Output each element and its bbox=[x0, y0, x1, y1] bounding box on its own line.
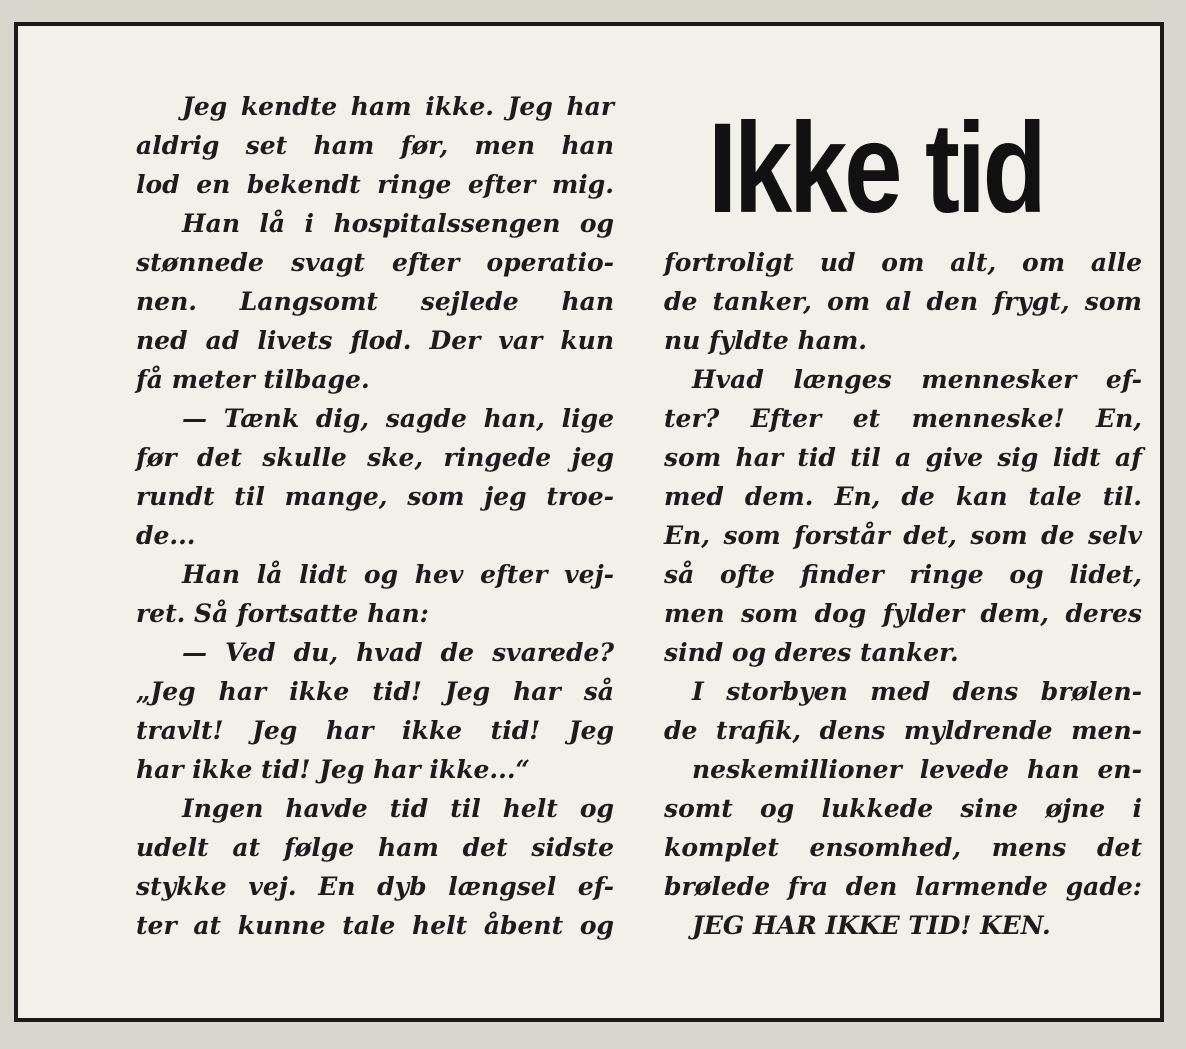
text-line: ter? Efter et menneske! En, bbox=[664, 404, 1142, 433]
text-line: „Jeg har ikke tid! Jeg har så bbox=[136, 677, 614, 706]
text-line: — Ved du, hvad de svarede? bbox=[182, 638, 614, 667]
text-line: stønnede svagt efter operatio- bbox=[136, 248, 614, 277]
text-line: med dem. En, de kan tale til. bbox=[664, 482, 1142, 511]
headline: Ikke tid bbox=[708, 97, 1044, 240]
text-line: nu fyldte ham. bbox=[664, 326, 868, 355]
text-line: stykke vej. En dyb længsel ef- bbox=[136, 872, 614, 901]
text-line: ret. Så fortsatte han: bbox=[136, 599, 429, 628]
text-line: En, som forstår det, som de selv bbox=[664, 521, 1142, 550]
text-line: ned ad livets flod. Der var kun bbox=[136, 326, 614, 355]
text-line: har ikke tid! Jeg har ikke...“ bbox=[136, 755, 530, 784]
text-line: neskemillioner levede han en- bbox=[692, 755, 1142, 784]
text-line: så ofte finder ringe og lidet, bbox=[664, 560, 1142, 589]
text-line: men som dog fylder dem, deres bbox=[664, 599, 1142, 628]
text-line: aldrig set ham før, men han bbox=[136, 131, 614, 160]
text-line: ter at kunne tale helt åbent og bbox=[136, 911, 614, 940]
text-line: komplet ensomhed, mens det bbox=[664, 833, 1142, 862]
text-line: rundt til mange, som jeg troe- bbox=[136, 482, 614, 511]
signature-line: JEG HAR IKKE TID! KEN. bbox=[692, 911, 1051, 940]
text-line: fortroligt ud om alt, om alle bbox=[664, 248, 1142, 277]
text-line: Hvad længes mennesker ef- bbox=[692, 365, 1142, 394]
text-line: få meter tilbage. bbox=[136, 365, 370, 394]
text-line: de... bbox=[136, 521, 196, 550]
text-line: Han lå i hospitalssengen og bbox=[182, 209, 614, 238]
text-line: lod en bekendt ringe efter mig. bbox=[136, 170, 614, 199]
text-line: sind og deres tanker. bbox=[664, 638, 959, 667]
text-line: før det skulle ske, ringede jeg bbox=[136, 443, 614, 472]
text-line: brølede fra den larmende gade: bbox=[664, 872, 1142, 901]
text-line: Ingen havde tid til helt og bbox=[182, 794, 614, 823]
text-line: som har tid til a give sig lidt af bbox=[664, 443, 1142, 472]
text-line: somt og lukkede sine øjne i bbox=[664, 794, 1142, 823]
text-line: nen. Langsomt sejlede han bbox=[136, 287, 614, 316]
text-line: — Tænk dig, sagde han, lige bbox=[182, 404, 614, 433]
text-line: I storbyen med dens brølen- bbox=[692, 677, 1142, 706]
text-line: travlt! Jeg har ikke tid! Jeg bbox=[136, 716, 614, 745]
text-line: udelt at følge ham det sidste bbox=[136, 833, 614, 862]
text-line: de tanker, om al den frygt, som bbox=[664, 287, 1142, 316]
text-line: Jeg kendte ham ikke. Jeg har bbox=[182, 92, 614, 121]
newspaper-clipping bbox=[14, 22, 1164, 1022]
text-line: Han lå lidt og hev efter vej- bbox=[182, 560, 614, 589]
text-line: de trafik, dens myldrende men- bbox=[664, 716, 1142, 745]
